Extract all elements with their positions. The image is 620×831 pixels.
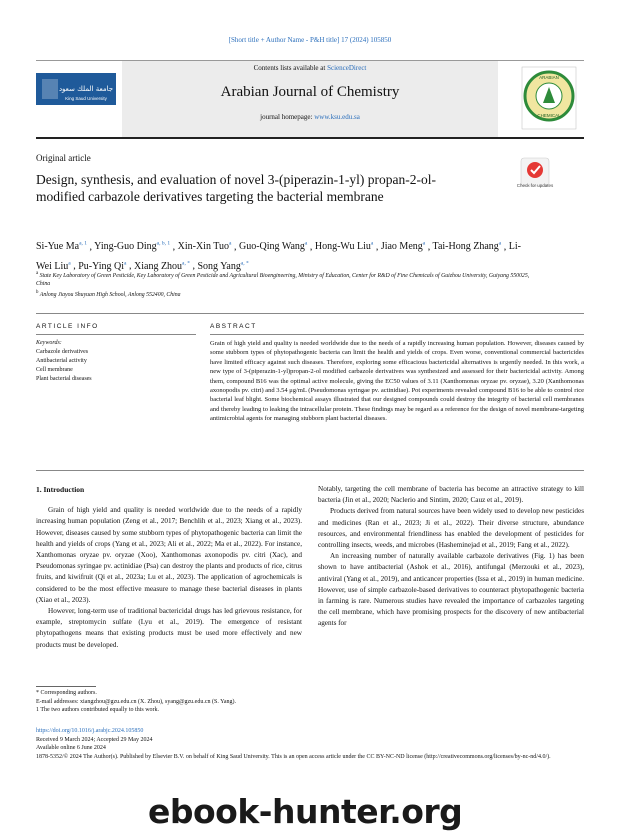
- affiliation-b: $^b$ Anlong Jiayou Shuyuan High School, Anlong 552400, China: [36, 290, 181, 298]
- affiliation-a: $^a$ State Key Laboratory of Green Pesticide, Key Laboratory of Green Pesticide and Agricultural Bioengineering, Ministry of Education, Center for R&D of Fine Chemicals of Guizhou University, Guiyang 550025, China: [36, 271, 530, 287]
- doi-link[interactable]: https://doi.org/10.1016/j.arabjc.2024.105850: [36, 728, 144, 734]
- paragraph: Notably, targeting the cell membrane of bacteria has become an attractive strategy to kill bacteria (Jin et al., 2020; Naclerio and Sintim, 2020; Cauz et al., 2019).: [318, 485, 584, 505]
- keyword: Antibacterial activity: [36, 358, 87, 364]
- divider: [36, 313, 584, 314]
- logo-left-en: King Saud University: [65, 96, 107, 101]
- divider: [36, 470, 584, 471]
- author-name[interactable]: Tai-Hong Zhang$^a$: [432, 241, 502, 253]
- author-affiliation-mark: a: [68, 260, 71, 267]
- author-affiliation-mark: a: [422, 241, 426, 247]
- keyword: Plant bacterial diseases: [36, 376, 92, 382]
- divider: [36, 334, 196, 335]
- journal-title: Arabian Journal of Chemistry: [220, 84, 400, 100]
- keywords-list: [36, 348, 196, 384]
- body-column-left: [36, 484, 302, 651]
- keywords-label: Keywords:: [36, 340, 62, 346]
- watermark: ebook-hunter.org: [148, 792, 463, 831]
- journal-box: [122, 61, 498, 137]
- license-text: 1878-5352/© 2024 The Author(s). Published by Elsevier B.V. on behalf of King Saud University. This is an open access article under the CC BY-NC-ND license (http://creativecommons.org/licenses/by-nc-nd/4.0/).: [36, 753, 551, 760]
- author-affiliation-mark: a, *: [240, 260, 249, 267]
- author-name[interactable]: Guo-Qing Wang$^a$: [238, 241, 308, 253]
- paragraph: Products derived from natural sources have been widely used to develop new pesticides and medicines (Ran et al., 2023; Ji et al., 2022). Their diverse structure, abundance resources, and environmental friendliness has enabled the development of pesticides for controlling insects, weeds, and microbes (Hasheminejad et al., 2019; Fang et al., 2022).: [318, 507, 584, 550]
- author-name[interactable]: Song Yang$^{a, *}$: [197, 260, 249, 272]
- logo-left-ar: جامعة الملك سعود: [58, 85, 114, 93]
- online-date: Available online 6 June 2024: [36, 745, 106, 751]
- paragraph: However, long-term use of traditional bactericidal drugs has led grievous resistance, for example, streptomycin sulfate (Lyu et al., 2019). The emergence of resistant phytopathogens means that existing products must be used more effectively and new products must be developed.: [36, 607, 302, 649]
- article-type: Original article: [36, 153, 91, 163]
- contents-line: Contents lists available at ScienceDirect: [253, 64, 367, 72]
- homepage-link[interactable]: www.ksu.edu.sa: [314, 113, 360, 121]
- abstract-heading: ABSTRACT: [210, 323, 257, 330]
- top-citation[interactable]: [Short title + Author Name - P&H title] 17 (2024) 105850: [228, 36, 392, 44]
- received-dates: Received 9 March 2024; Accepted 29 May 2024: [36, 736, 153, 743]
- author-affiliation-mark: a: [370, 241, 374, 247]
- author-name[interactable]: Xiang Zhou$^{a, *}$: [134, 260, 190, 272]
- footnotes: [36, 689, 584, 715]
- author-affiliation-mark: a: [498, 241, 502, 247]
- footnote-corresponding: * Corresponding authors.: [36, 690, 97, 696]
- author-list: Si-Yue Ma$^{a, 1}$ , Ying-Guo Ding$^{a, b, 1}$ , Xin-Xin Tuo$^a$ , Guo-Qing Wang$^a$ , Hong-Wu Liu$^a$ , Jiao Meng$^a$ , Tai-Hong Zhang$^a$ , Li-Wei Liu$^a$ , Pu-Ying Qi$^a$ , Xiang Zhou$^{a, *}$ , Song Yang$^{a, *}$: [36, 241, 521, 272]
- body-column-right: [318, 484, 584, 630]
- article-title: Design, synthesis, and evaluation of novel 3-(piperazin-1-yl) propan-2-ol-modified carbazole derivatives targeting the bacterial membrane: [36, 172, 437, 204]
- sciencedirect-link[interactable]: ScienceDirect: [327, 64, 367, 72]
- author-name[interactable]: Jiao Meng$^a$: [380, 241, 426, 253]
- keyword: Cell membrane: [36, 367, 73, 373]
- footnote-emails[interactable]: E-mail addresses: xiangzhou@gzu.edu.cn (X. Zhou), syang@gzu.edu.cn (S. Yang).: [36, 698, 237, 705]
- keyword: Carbazole derivatives: [36, 349, 89, 355]
- logo-right-top: ARABIAN: [539, 75, 559, 80]
- author-affiliation-mark: a, b, 1: [156, 241, 171, 247]
- paragraph: Grain of high yield and quality is needed worldwide due to the needs of a rapidly increasing human population (Zeng et al., 2017; Benchlih et al., 2023; Xiang et al., 2023). However, diseases caused by some stubborn types of phytopathogenic bacteria can limit the health and yields of crops (Yang et al., 2023; Ali et al., 2022; Ma et al., 2022). For instance, Xanthomonas oryzae pv. oryzae (Xoo), Xanthomonas axonopodis pv. citri (Xac), and Pseudomonas syringae pv. actinidiae (Psa) can destroy the plants and products of rice, citrus fruits, and kiwifruit (Qi et al., 2023a; Lu et al., 2023). The application of agrochemicals is considered to be the most effective measure to manage these bacterial diseases in plants (Xiao et al., 2023).: [36, 506, 302, 604]
- university-logo: [36, 69, 116, 109]
- author-affiliation-mark: a: [124, 260, 127, 267]
- homepage-line: journal homepage: www.ksu.edu.sa: [260, 113, 360, 121]
- society-logo: [514, 63, 584, 133]
- footnote-rule: [36, 686, 96, 687]
- author-name[interactable]: Hong-Wu Liu$^a$: [314, 241, 374, 253]
- author-name[interactable]: Ying-Guo Ding$^{a, b, 1}$: [94, 241, 171, 253]
- author-name[interactable]: Li-Wei Liu$^a$: [36, 241, 521, 272]
- author-name[interactable]: Pu-Ying Qi$^a$: [78, 260, 127, 272]
- footnote-equal: 1 The two authors contributed equally to this work.: [36, 707, 160, 713]
- crossmark-label[interactable]: Check for updates: [516, 183, 554, 188]
- divider: [210, 334, 584, 335]
- paragraph: An increasing number of naturally available carbazole derivatives (Fig. 1) has been shown to have antibacterial (Ashok et al., 2016), antifungal (Merzouki et al., 2023), antiviral (Yang et al., 2019), and anticancer properties (Issa et al., 2019) in human medicine. However, use of simple carbazole-based derivatives to counteract phytopathogenic bacteria in farming is rare. Numerous studies have revealed the importance of carbazoles targeting the cell membrane, which have promising prospects for the discovery of new antibacterial agents for: [318, 552, 584, 628]
- article-meta: [36, 727, 584, 761]
- section-heading: 1. Introduction: [36, 485, 85, 494]
- author-name[interactable]: Xin-Xin Tuo$^a$: [177, 241, 232, 253]
- author-name[interactable]: Si-Yue Ma$^{a, 1}$: [36, 241, 88, 253]
- author-affiliation-mark: a: [304, 241, 308, 247]
- abstract-text: Grain of high yield and quality is needed worldwide due to the needs of a rapidly increasing human population. However, diseases caused by some stubborn types of phytopathogenic bacteria can limit the health and yields of crops. Even worse, conventional commercial bactericides have limited efficacy against such diseases. Therefore, exploring some efficacious bactericidal alternatives is urgently needed. In this work, a new type of 3-(piperazin-1-yl)propan-2-ol modified carbazole derivatives was synthesized and assessed for their bactericidal activity. Among them, compound B16 was the optimal active molecule, giving the EC50 values of 3.11 (Xanthomonas oryzae pv. oryzae), 3.20 (Xanthomonas axonopodis pv. citri) and 3.54 μg/mL (Pseudomonas syringae pv. actinidiae). Pot experiments revealed compound B16 to be able to control rice bacterial leaf blight. Some biochemical assays illustrated that our designed compounds could destroy the integrity of bacterial cell membranes and thereby leading to leaking the intracellular protein. These findings may be regard as a reference for the design of novel membrane-targeting antimicrobial agents for managing stubborn plant bacterial diseases.: [210, 340, 584, 423]
- journal-header: [36, 60, 584, 139]
- author-affiliation-mark: a: [229, 241, 232, 247]
- article-info-heading: ARTICLE INFO: [36, 323, 99, 330]
- author-affiliation-mark: a, 1: [79, 241, 88, 247]
- author-affiliation-mark: a, *: [182, 260, 190, 267]
- logo-right-bottom: CHEMICAL: [537, 113, 561, 118]
